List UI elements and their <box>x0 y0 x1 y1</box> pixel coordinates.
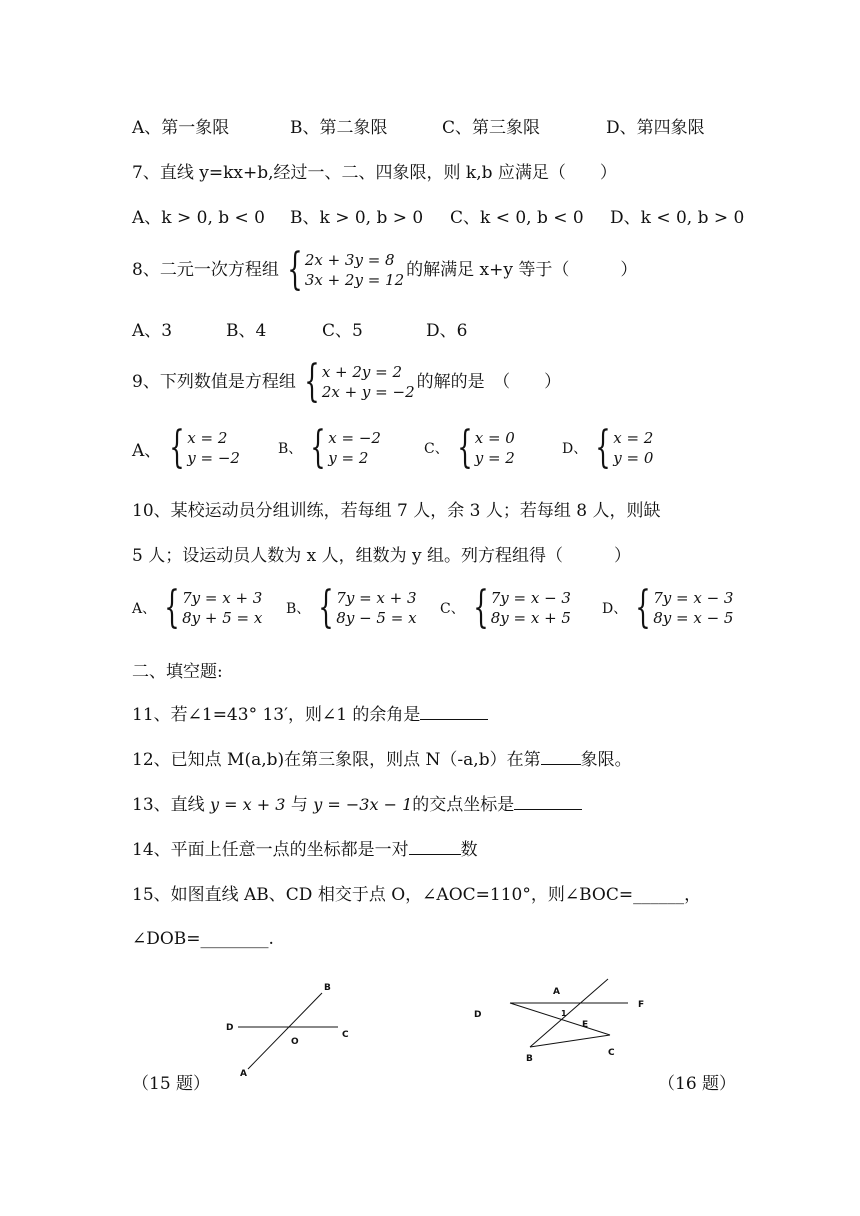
brace-icon: { <box>635 582 651 633</box>
q15-question-line1: 15、如图直线 AB、CD 相交于点 O，∠AOC=110°，则∠BOC=______， <box>132 885 702 905</box>
q13-eq2: y = −3x − 1 <box>313 795 413 814</box>
label-d: D <box>226 1023 234 1033</box>
q7-option-c: C、k < 0, b < 0 <box>450 208 584 228</box>
q8-question <box>132 244 638 295</box>
brace-icon: { <box>164 582 180 633</box>
label-d: D <box>474 1010 482 1020</box>
q6-option-d: D、第四象限 <box>606 118 705 138</box>
q8-option-b: B、4 <box>226 321 267 341</box>
q8-equation-system <box>281 244 405 295</box>
brace-icon: { <box>595 422 611 473</box>
q10-question-line2: 5 人；设运动员人数为 x 人，组数为 y 组。列方程组得（ ） <box>132 546 632 566</box>
label-1: 1 <box>561 1009 567 1018</box>
q10-option-d: D、 { 7y = x − 3 8y = x − 5 <box>602 582 734 633</box>
label-o: O <box>291 1037 299 1047</box>
q10-option-a: A、 { 7y = x + 3 8y + 5 = x <box>132 582 263 633</box>
q10-option-b: B、 { 7y = x + 3 8y − 5 = x <box>286 582 417 633</box>
q9-option-b: B、 { x = −2 y = 2 <box>278 422 381 473</box>
q10-option-c: C、 { 7y = x − 3 8y = x + 5 <box>440 582 571 633</box>
label-b: B <box>324 983 331 993</box>
q8-eq2: 3x + 2y = 12 <box>304 271 405 289</box>
figure-16-caption: （16 题） <box>658 1074 737 1094</box>
q7-option-b: B、k > 0, b > 0 <box>290 208 424 228</box>
brace-icon: { <box>304 356 320 407</box>
q7-question: 7、直线 y=kx+b,经过一、二、四象限，则 k,b 应满足（ ） <box>132 163 617 183</box>
q15-question-line2: ∠DOB=________. <box>132 929 274 949</box>
q9-option-a: A、 { x = 2 y = −2 <box>132 422 240 473</box>
q9-option-d: D、 { x = 2 y = 0 <box>562 422 654 473</box>
q10-question-line1: 10、某校运动员分组训练，若每组 7 人，余 3 人；若每组 8 人，则缺 <box>132 501 661 521</box>
q9-question <box>132 356 562 407</box>
brace-icon: { <box>310 422 326 473</box>
q8-suffix: 的解满足 x+y 等于（ ） <box>406 260 638 280</box>
q12-question: 12、已知点 M(a,b)在第三象限，则点 N（-a,b）在第 象限。 <box>132 750 632 770</box>
brace-icon: { <box>169 422 185 473</box>
q9-eq2: 2x + y = −2 <box>321 383 415 401</box>
q11-question: 11、若∠1=43° 13′，则∠1 的余角是 <box>132 703 488 726</box>
answer-blank <box>409 838 461 855</box>
section-heading: 二、填空题: <box>132 662 223 682</box>
q6-option-a: A、第一象限 <box>132 118 230 138</box>
label-c: C <box>608 1048 615 1058</box>
label-a: A <box>240 1069 247 1079</box>
q13-eq1: y = x + 3 <box>210 795 286 814</box>
q7-option-d: D、k < 0, b > 0 <box>610 208 745 228</box>
q9-equation-system <box>298 356 415 407</box>
q7-options <box>132 207 744 229</box>
label-b: B <box>526 1054 533 1064</box>
figure-15-caption: （15 题） <box>132 1074 211 1094</box>
label-e: E <box>582 1020 589 1030</box>
answer-blank <box>514 793 582 810</box>
q8-options <box>132 320 467 342</box>
brace-icon: { <box>473 582 489 633</box>
label-a: A <box>553 987 560 997</box>
figure-16 <box>470 975 660 1065</box>
brace-icon: { <box>287 244 303 295</box>
q9-suffix: 的解的是 （ ） <box>416 372 562 392</box>
q9-prefix: 9、下列数值是方程组 <box>132 372 296 392</box>
label-c: C <box>342 1030 349 1040</box>
answer-blank <box>541 748 581 765</box>
q8-option-a: A、3 <box>132 321 173 341</box>
q8-option-c: C、5 <box>322 321 363 341</box>
q9-option-c: C、 { x = 0 y = 2 <box>424 422 515 473</box>
answer-blank <box>420 703 488 720</box>
q13-question: 13、直线 y = x + 3 与 y = −3x − 1的交点坐标是 <box>132 793 582 816</box>
figure-15 <box>220 975 360 1080</box>
brace-icon: { <box>457 422 473 473</box>
label-f: F <box>638 1000 645 1010</box>
q6-option-c: C、第三象限 <box>442 118 541 138</box>
q8-option-d: D、6 <box>426 321 468 341</box>
brace-icon: { <box>318 582 334 633</box>
q7-option-a: A、k > 0, b < 0 <box>132 208 266 228</box>
q8-eq1: 2x + 3y = 8 <box>304 251 395 269</box>
q6-options <box>132 117 705 139</box>
q14-question: 14、平面上任意一点的坐标都是一对 数 <box>132 840 478 860</box>
q8-prefix: 8、二元一次方程组 <box>132 260 279 280</box>
q9-eq1: x + 2y = 2 <box>321 363 403 381</box>
q6-option-b: B、第二象限 <box>290 118 388 138</box>
